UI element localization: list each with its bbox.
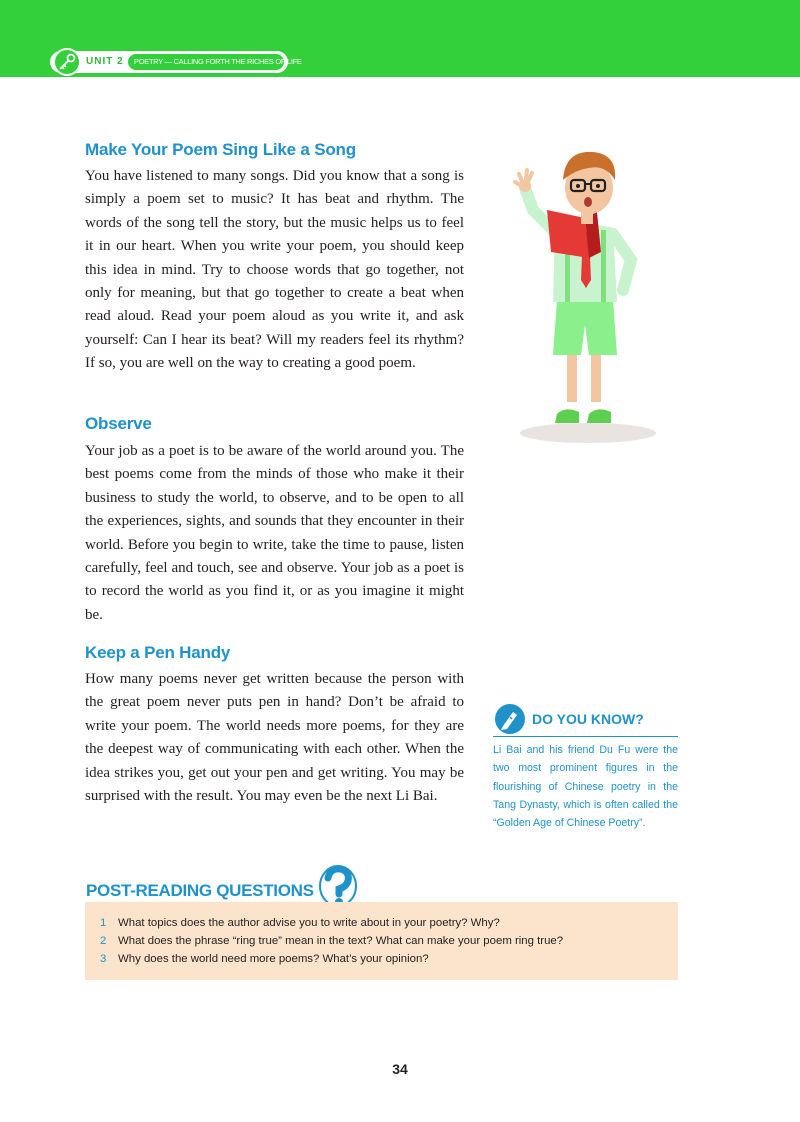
section-heading-sing: Make Your Poem Sing Like a Song [85,140,356,159]
pen-nib-icon [493,702,527,736]
question-number: 1 [100,917,107,929]
question-item [100,935,563,947]
unit-topic: POETRY — CALLING FORTH THE RICHES OF LIFE [128,54,284,70]
key-icon [53,48,81,76]
question-text: Why does the world need more poems? What’s your opinion? [118,953,429,965]
question-number: 2 [100,935,107,947]
unit-label: UNIT 2 [86,56,124,67]
page-number: 34 [392,1061,408,1077]
section-body-observe: Your job as a poet is to be aware of the world around you. The best poems come from the minds of those who make it their business to study the world, to observe, and to be open to all the experiences, sights, and sounds that they encounter in their world. Before you begin to write, take the time to pause, listen carefully, feel and touch, see and observe. Your job as a poet is to record the world as you find it, or as you imagine it might be. [85,443,464,623]
question-number: 3 [100,953,107,965]
section-body-sing: You have listened to many songs. Did you know that a song is simply a poem set to music? It has beat and rhythm. The words of the song tell the story, but the music helps us to feel it in our heart. When you write your poem, you should keep this idea in mind. Try to choose words that go together, not only for meaning, but that go together to create a beat when read aloud. Read your poem aloud as you write it, and ask yourself: Can I hear its beat? Will my readers feel its rhythm? If so, you are well on the way to creating a good poem. [85,168,464,372]
section-heading-observe: Observe [85,414,152,433]
boy-reading-illustration [505,140,685,450]
do-you-know-body: Li Bai and his friend Du Fu were the two most prominent figures in the flourishing of Chinese poetry in the Tang Dynasty, which is often called the “Golden Age of Chinese Poetry”. [493,744,678,830]
section-heading-pen: Keep a Pen Handy [85,643,231,662]
question-item [100,953,429,965]
question-text: What topics does the author advise you to write about in your poetry? Why? [118,917,500,929]
do-you-know-title: DO YOU KNOW? [532,711,644,727]
post-reading-title: POST-READING QUESTIONS [86,881,314,900]
section-body-pen: How many poems never get written because the person with the great poem never puts pen in hand? Don’t be afraid to write your poem. The world needs more poems, for they are the deepest way of communicating with each other. When the idea strikes you, get out your pen and get writing. You may be surprised with the result. You may even be the next Li Bai. [85,671,464,805]
question-text: What does the phrase “ring true” mean in the text? What can make your poem ring true? [118,935,564,947]
question-item [100,917,500,929]
do-you-know-divider [493,736,678,737]
